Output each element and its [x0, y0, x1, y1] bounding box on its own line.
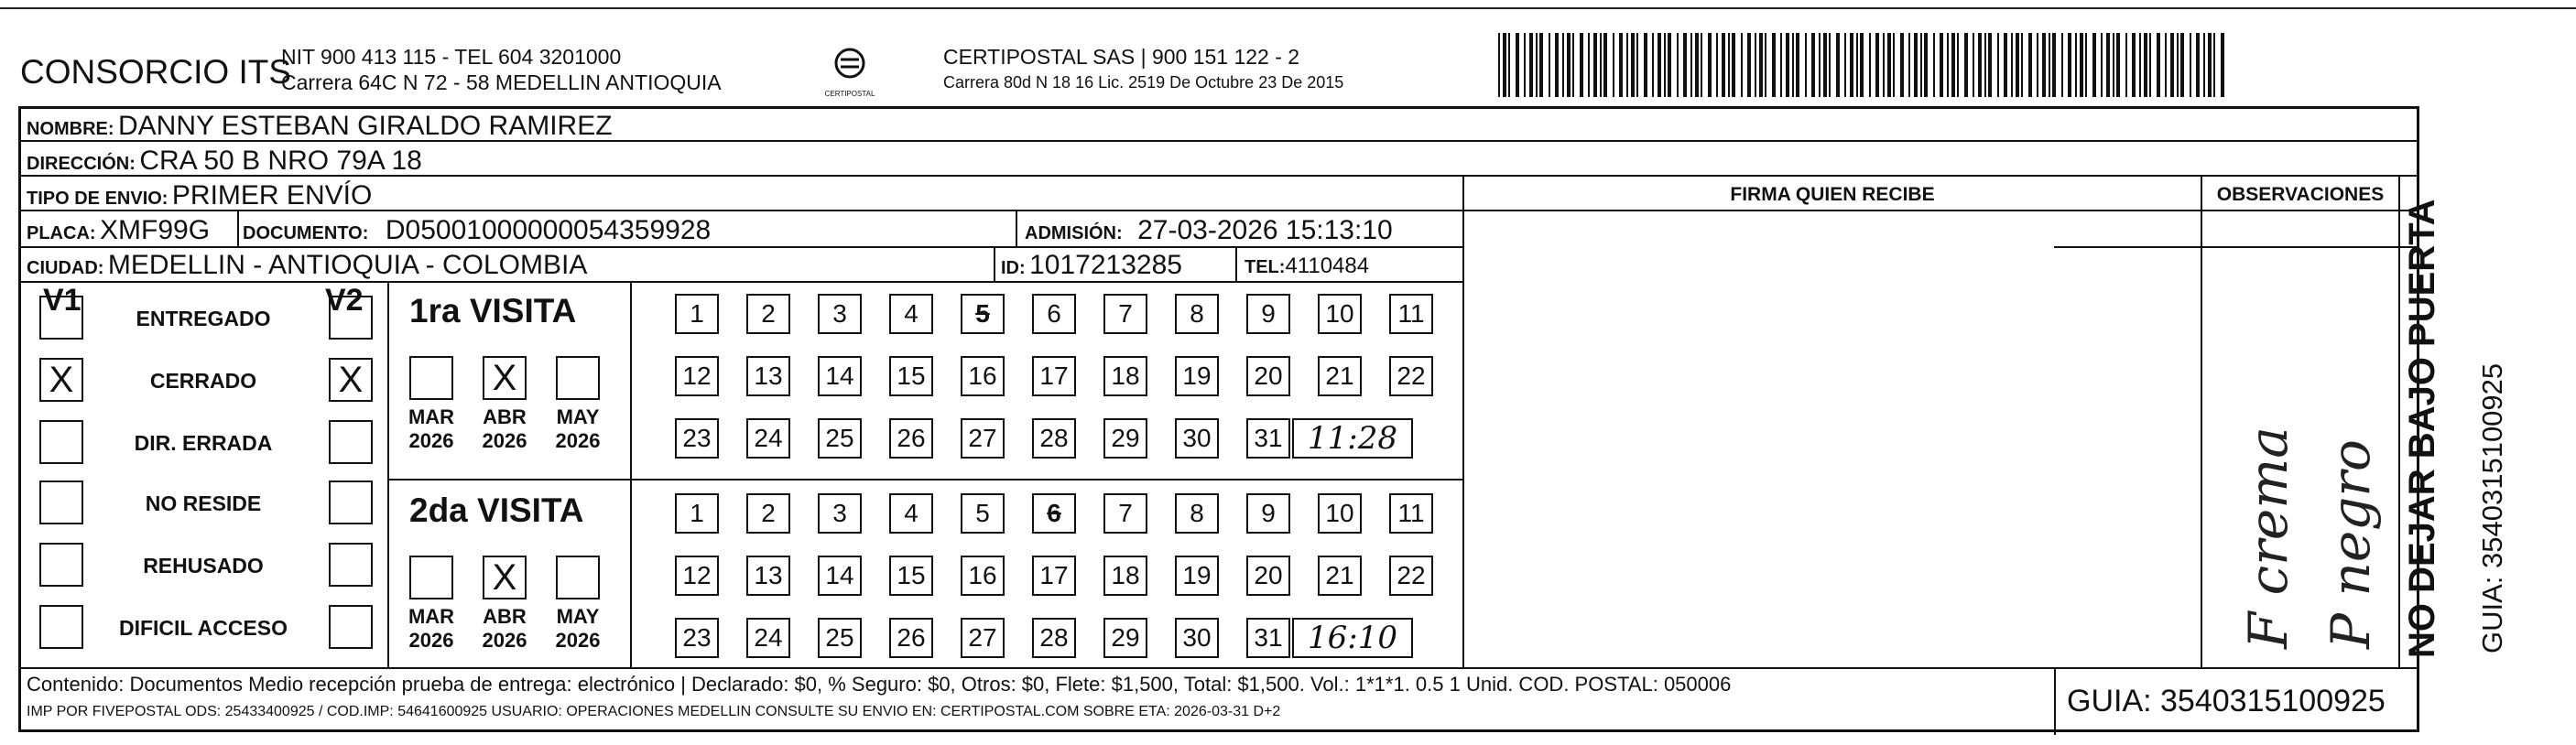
barcode-bar: [2042, 33, 2046, 97]
barcode-bar: [2101, 33, 2103, 97]
col-divider: [1462, 175, 1464, 667]
barcode-bar: [1708, 33, 1712, 97]
month-checkbox[interactable]: [556, 356, 600, 400]
barcode-bar: [1984, 33, 1986, 97]
barcode-bar: [1988, 33, 1992, 97]
v2-header: V2: [325, 283, 364, 318]
barcode-bar: [1978, 33, 1982, 97]
day-box[interactable]: 3: [818, 294, 862, 334]
barcode-bar: [1997, 33, 1999, 97]
barcode-bar: [1755, 33, 1756, 97]
day-box[interactable]: 13: [746, 356, 790, 396]
admision-value: 27-03-2026 15:13:10: [1137, 215, 1393, 245]
barcode-bar: [1765, 33, 1766, 97]
barcode-bar: [1747, 33, 1751, 97]
barcode-bar: [1836, 33, 1840, 97]
documento-label: DOCUMENTO:: [243, 223, 369, 243]
day-box[interactable]: 18: [1103, 356, 1147, 396]
day-box[interactable]: 30: [1175, 618, 1219, 658]
day-box[interactable]: 20: [1246, 356, 1290, 396]
footer-imp: IMP POR FIVEPOSTAL ODS: 25433400925 / COD.IMP: 54641600925 USUARIO: OPERACIONES MEDELLIN CONSULTE SU ENVIO EN: CERTIPOSTAL.COM SOBRE ETA: 2026-03-31 D+2: [27, 704, 1281, 719]
barcode-bar: [1780, 33, 1782, 97]
barcode-bar: [1924, 33, 1928, 97]
barcode-bar: [2061, 33, 2063, 97]
barcode-bar: [1933, 33, 1935, 97]
placa-label: PLACA:: [27, 223, 96, 243]
month-checkbox[interactable]: X: [483, 556, 527, 599]
month-name: ABR: [483, 605, 527, 628]
documento-value: D05001000000054359928: [385, 215, 712, 245]
barcode-bar: [2144, 33, 2147, 97]
barcode-bar: [2208, 33, 2212, 97]
day-box[interactable]: 4: [889, 294, 933, 334]
barcode-bar: [2092, 33, 2096, 97]
day-box[interactable]: 19: [1175, 356, 1219, 396]
month-name: MAR: [408, 605, 455, 628]
day-box[interactable]: 26: [889, 618, 933, 658]
tel-value: 4110484: [1285, 254, 1370, 278]
day-box[interactable]: 14: [818, 556, 862, 596]
barcode-bar: [1940, 33, 1943, 97]
direccion-field: [27, 146, 422, 177]
barcode-bar: [1613, 33, 1614, 97]
v2-checkbox[interactable]: [329, 605, 373, 649]
month-name: MAR: [408, 405, 455, 428]
month-checkbox[interactable]: [409, 556, 453, 599]
status-label: CERRADO: [149, 369, 257, 393]
barcode-bar: [1893, 33, 1895, 97]
status-label: DIFICIL ACCESO: [118, 616, 288, 640]
day-box[interactable]: 2: [746, 294, 790, 334]
tipo-value: PRIMER ENVÍO: [171, 180, 373, 211]
barcode-bar: [1829, 33, 1831, 97]
barcode-bar: [1536, 33, 1538, 97]
nombre-field: [27, 111, 613, 142]
observaciones-note-2: P negro: [2320, 439, 2382, 649]
day-box[interactable]: 31: [1246, 618, 1290, 658]
barcode-bar: [2016, 33, 2019, 97]
barcode-bar: [1600, 33, 1602, 97]
barcode-bar: [2180, 33, 2184, 97]
barcode-bar: [1603, 33, 1607, 97]
barcode-bar: [1498, 33, 1500, 97]
barcode-bar: [1593, 33, 1597, 97]
barcode-bar: [1844, 33, 1846, 97]
month-label: [477, 405, 532, 453]
day-box[interactable]: 23: [675, 418, 719, 459]
barcode-bar: [1664, 33, 1666, 97]
barcode-bar: [1644, 33, 1647, 97]
id-label: ID:: [1001, 258, 1026, 278]
day-box[interactable]: 1: [675, 294, 719, 334]
day-box[interactable]: 14: [818, 356, 862, 396]
row-divider: [387, 479, 1462, 480]
barcode-bar: [2004, 33, 2007, 97]
company-nit: NIT 900 413 115 - TEL 604 3201000: [281, 45, 622, 69]
day-box[interactable]: 8: [1175, 493, 1219, 534]
company-name: CONSORCIO ITS: [20, 53, 292, 91]
barcode-bar: [1690, 33, 1692, 97]
guia-number: GUIA: 3540315100925: [2067, 684, 2386, 718]
tel-label: TEL:: [1245, 257, 1286, 277]
day-box[interactable]: 11: [1389, 294, 1433, 334]
month-checkbox[interactable]: [556, 556, 600, 599]
v2-checkbox[interactable]: [329, 296, 373, 340]
barcode-bar: [2203, 33, 2205, 97]
day-box[interactable]: 10: [1318, 294, 1362, 334]
observaciones-header: OBSERVACIONES: [2216, 184, 2385, 205]
day-box[interactable]: 25: [818, 618, 862, 658]
day-box[interactable]: 26: [889, 418, 933, 459]
nombre-value: DANNY ESTEBAN GIRALDO RAMIREZ: [118, 111, 613, 141]
col-divider: [1016, 210, 1017, 246]
placa-field: [27, 215, 210, 246]
barcode-bar: [1823, 33, 1827, 97]
barcode-bar: [1555, 33, 1559, 97]
barcode-bar: [1811, 33, 1815, 97]
visit-title: 2da VISITA: [409, 491, 584, 529]
delivery-form: [18, 106, 2442, 732]
documento-field: [243, 215, 711, 246]
col-divider: [237, 210, 239, 246]
day-box[interactable]: 10: [1318, 493, 1362, 534]
barcode-bar: [1957, 33, 1959, 97]
direccion-value: CRA 50 B NRO 79A 18: [139, 146, 422, 176]
day-box[interactable]: 23: [675, 618, 719, 658]
barcode-bar: [1856, 33, 1858, 97]
col-divider: [2398, 175, 2400, 667]
month-name: MAY: [556, 605, 600, 628]
barcode-bar: [2068, 33, 2071, 97]
v1-checkbox[interactable]: [39, 543, 83, 587]
month-year: 2026: [482, 429, 527, 452]
barcode-bar: [1529, 33, 1533, 97]
barcode-bar: [2165, 33, 2167, 97]
admision-field: [1025, 215, 1393, 246]
day-box[interactable]: 9: [1246, 493, 1290, 534]
barcode-bar: [2213, 33, 2215, 97]
day-box[interactable]: 3: [818, 493, 862, 534]
tel-field: [1245, 254, 1369, 279]
barcode-bar: [1567, 33, 1571, 97]
barcode-bar: [2157, 33, 2160, 97]
barcode-bar: [2021, 33, 2023, 97]
day-box[interactable]: 28: [1032, 418, 1076, 459]
footer-content: Contenido: Documentos Medio recepción prueba de entrega: electrónico | Declarado: $0, % Seguro: $0, Otros: $0, Flete: $1,500, Total: $1,500. Vol.: 1*1*1. 0.5 1 Unid. COD. POSTAL: 050006: [27, 673, 1732, 696]
barcode-bar: [2075, 33, 2077, 97]
tipo-label: TIPO DE ENVIO:: [27, 189, 168, 209]
barcode-bar: [2080, 33, 2083, 97]
barcode-bar: [1772, 33, 1776, 97]
v2-checkbox[interactable]: [329, 543, 373, 587]
ciudad-label: CIUDAD:: [27, 258, 104, 278]
barcode-bar: [1792, 33, 1794, 97]
barcode-bar: [1572, 33, 1574, 97]
month-label: [404, 405, 459, 453]
placa-value: XMF99G: [100, 215, 211, 245]
barcode-bar: [1908, 33, 1910, 97]
barcode-bar: [2113, 33, 2114, 97]
barcode-bar: [1819, 33, 1821, 97]
day-box[interactable]: 19: [1175, 556, 1219, 596]
day-box[interactable]: 15: [889, 356, 933, 396]
barcode-bar: [1964, 33, 1968, 97]
barcode-bar: [1516, 33, 1519, 97]
day-box[interactable]: 5: [961, 493, 1005, 534]
month-name: MAY: [556, 405, 600, 428]
barcode-bar: [2170, 33, 2174, 97]
barcode-bar: [1741, 33, 1743, 97]
barcode-bar: [1900, 33, 1904, 97]
barcode-bar: [1549, 33, 1550, 97]
ciudad-value: MEDELLIN - ANTIOQUIA - COLOMBIA: [107, 250, 588, 280]
barcode-bar: [1716, 33, 1718, 97]
status-label: REHUSADO: [143, 554, 264, 578]
status-label: NO RESIDE: [145, 491, 262, 515]
day-box[interactable]: 4: [889, 493, 933, 534]
visit-title: 1ra VISITA: [409, 292, 577, 329]
day-box[interactable]: 29: [1103, 618, 1147, 658]
day-box[interactable]: 11: [1389, 493, 1433, 534]
logo-text: CERTIPOSTAL: [824, 90, 875, 98]
barcode-bar: [1588, 33, 1590, 97]
barcode-bar: [1677, 33, 1679, 97]
id-value: 1017213285: [1029, 250, 1182, 280]
barcode-bar: [1805, 33, 1807, 97]
day-box[interactable]: 25: [818, 418, 862, 459]
barcode-bar: [2052, 33, 2056, 97]
month-year: 2026: [555, 629, 601, 652]
day-box[interactable]: 17: [1032, 356, 1076, 396]
day-box[interactable]: 24: [746, 418, 790, 459]
side-warning: NO DEJAR BAJO PUERTA: [2402, 199, 2442, 658]
barcode-bar: [1524, 33, 1526, 97]
row-divider: [21, 210, 2417, 211]
company-info: [281, 44, 722, 95]
barcode-bar: [1503, 33, 1506, 97]
barcode-bar: [1860, 33, 1864, 97]
v1-checkbox[interactable]: X: [39, 358, 83, 402]
carrier-address: Carrera 80d N 18 16 Lic. 2519 De Octubre 23 De 2015: [943, 73, 1344, 92]
day-box[interactable]: 18: [1103, 556, 1147, 596]
month-label: [477, 605, 532, 653]
month-label: [550, 605, 605, 653]
barcode-bar: [2125, 33, 2127, 97]
barcode-bar: [1626, 33, 1628, 97]
status-label: ENTREGADO: [136, 307, 271, 330]
logo-icon: [818, 40, 882, 90]
day-box[interactable]: 6: [1032, 294, 1076, 334]
barcode-bar: [1951, 33, 1955, 97]
day-box[interactable]: 15: [889, 556, 933, 596]
v1-checkbox[interactable]: [39, 420, 83, 464]
day-box[interactable]: 27: [961, 618, 1005, 658]
barcode-bar: [1869, 33, 1871, 97]
month-year: 2026: [482, 629, 527, 652]
day-box[interactable]: 24: [746, 618, 790, 658]
v2-checkbox[interactable]: [329, 480, 373, 524]
barcode: [1498, 33, 2227, 97]
day-box[interactable]: 12: [675, 356, 719, 396]
col-divider: [2201, 175, 2202, 667]
id-field: [1001, 250, 1182, 281]
month-year: 2026: [408, 429, 454, 452]
carrier-nit: CERTIPOSTAL SAS | 900 151 122 - 2: [943, 45, 1300, 69]
day-box[interactable]: 16: [961, 556, 1005, 596]
direccion-label: DIRECCIÓN:: [27, 154, 136, 174]
day-box[interactable]: 13: [746, 556, 790, 596]
day-box[interactable]: 28: [1032, 618, 1076, 658]
day-box[interactable]: 22: [1389, 556, 1433, 596]
observaciones-note-1: F crema: [2237, 426, 2299, 649]
nombre-label: NOMBRE:: [27, 119, 114, 139]
v1-header: V1: [43, 283, 82, 318]
barcode-bar: [2149, 33, 2151, 97]
barcode-bar: [2132, 33, 2136, 97]
day-box[interactable]: 20: [1246, 556, 1290, 596]
month-name: ABR: [483, 405, 527, 428]
day-box[interactable]: 31: [1246, 418, 1290, 459]
company-address: Carrera 64C N 72 - 58 MEDELLIN ANTIOQUIA: [281, 70, 722, 94]
day-box[interactable]: 1: [675, 493, 719, 534]
barcode-bar: [2196, 33, 2200, 97]
day-box[interactable]: 22: [1389, 356, 1433, 396]
month-checkbox[interactable]: [409, 356, 453, 400]
row-divider: [21, 246, 1462, 248]
ciudad-field: [27, 250, 587, 281]
carrier-info: [943, 44, 1343, 95]
visit-hour: 16:10: [1292, 618, 1413, 658]
day-box[interactable]: 2: [746, 493, 790, 534]
barcode-bar: [2037, 33, 2038, 97]
day-box[interactable]: 5: [961, 294, 1005, 334]
barcode-bar: [1619, 33, 1623, 97]
day-box[interactable]: 17: [1032, 556, 1076, 596]
barcode-bar: [1732, 33, 1735, 97]
visit-hour: 11:28: [1292, 418, 1413, 459]
barcode-bar: [2190, 33, 2191, 97]
day-box[interactable]: 29: [1103, 418, 1147, 459]
barcode-bar: [1580, 33, 1583, 97]
row-divider: [2054, 246, 2417, 248]
barcode-bar: [1850, 33, 1853, 97]
day-box[interactable]: 27: [961, 418, 1005, 459]
barcode-bar: [1947, 33, 1949, 97]
v2-checkbox[interactable]: [329, 420, 373, 464]
v1-checkbox[interactable]: [39, 605, 83, 649]
barcode-bar: [2106, 33, 2110, 97]
barcode-bar: [1796, 33, 1799, 97]
col-divider: [1235, 246, 1237, 281]
barcode-bar: [1668, 33, 1671, 97]
firma-header: FIRMA QUIEN RECIBE: [1730, 184, 1935, 205]
day-box[interactable]: 21: [1318, 356, 1362, 396]
barcode-bar: [2116, 33, 2120, 97]
v2-checkbox[interactable]: X: [329, 358, 373, 402]
barcode-bar: [1539, 33, 1543, 97]
barcode-bar: [2011, 33, 2013, 97]
barcode-bar: [1887, 33, 1891, 97]
month-year: 2026: [408, 629, 454, 652]
barcode-bar: [1631, 33, 1635, 97]
day-box[interactable]: 12: [675, 556, 719, 596]
barcode-bar: [1914, 33, 1918, 97]
certipostal-logo: [818, 40, 882, 104]
day-box[interactable]: 16: [961, 356, 1005, 396]
barcode-bar: [1875, 33, 1879, 97]
barcode-bar: [1652, 33, 1654, 97]
barcode-bar: [1701, 33, 1702, 97]
barcode-bar: [1695, 33, 1699, 97]
barcode-bar: [1759, 33, 1763, 97]
barcode-bar: [1683, 33, 1687, 97]
barcode-bar: [2139, 33, 2141, 97]
side-guia: GUIA: 3540315100925: [2476, 362, 2508, 653]
top-rule: [0, 7, 2576, 9]
month-label: [404, 605, 459, 653]
barcode-bar: [1636, 33, 1638, 97]
barcode-bar: [1562, 33, 1564, 97]
row-divider: [21, 667, 2417, 669]
col-divider: [630, 281, 632, 667]
barcode-bar: [2221, 33, 2224, 97]
barcode-bar: [1728, 33, 1730, 97]
barcode-bar: [1973, 33, 1974, 97]
day-box[interactable]: 7: [1103, 294, 1147, 334]
v1-checkbox[interactable]: [39, 296, 83, 340]
row-divider: [21, 281, 1462, 283]
admision-label: ADMISIÓN:: [1025, 223, 1123, 243]
day-box[interactable]: 6: [1032, 493, 1076, 534]
day-box[interactable]: 21: [1318, 556, 1362, 596]
day-box[interactable]: 9: [1246, 294, 1290, 334]
month-checkbox[interactable]: X: [483, 356, 527, 400]
barcode-bar: [2177, 33, 2179, 97]
month-year: 2026: [555, 429, 601, 452]
day-box[interactable]: 30: [1175, 418, 1219, 459]
barcode-bar: [2049, 33, 2050, 97]
barcode-bar: [1508, 33, 1510, 97]
barcode-bar: [1920, 33, 1922, 97]
day-box[interactable]: 7: [1103, 493, 1147, 534]
tipo-field: [27, 180, 372, 211]
day-box[interactable]: 8: [1175, 294, 1219, 334]
barcode-bar: [1786, 33, 1789, 97]
col-divider: [2054, 667, 2056, 735]
barcode-bar: [2028, 33, 2032, 97]
col-divider: [994, 246, 995, 281]
col-divider: [387, 281, 389, 667]
barcode-bar: [1883, 33, 1885, 97]
v1-checkbox[interactable]: [39, 480, 83, 524]
status-label: DIR. ERRADA: [134, 431, 273, 455]
month-label: [550, 405, 605, 453]
barcode-bar: [1658, 33, 1661, 97]
barcode-bar: [2085, 33, 2087, 97]
barcode-bar: [1722, 33, 1725, 97]
